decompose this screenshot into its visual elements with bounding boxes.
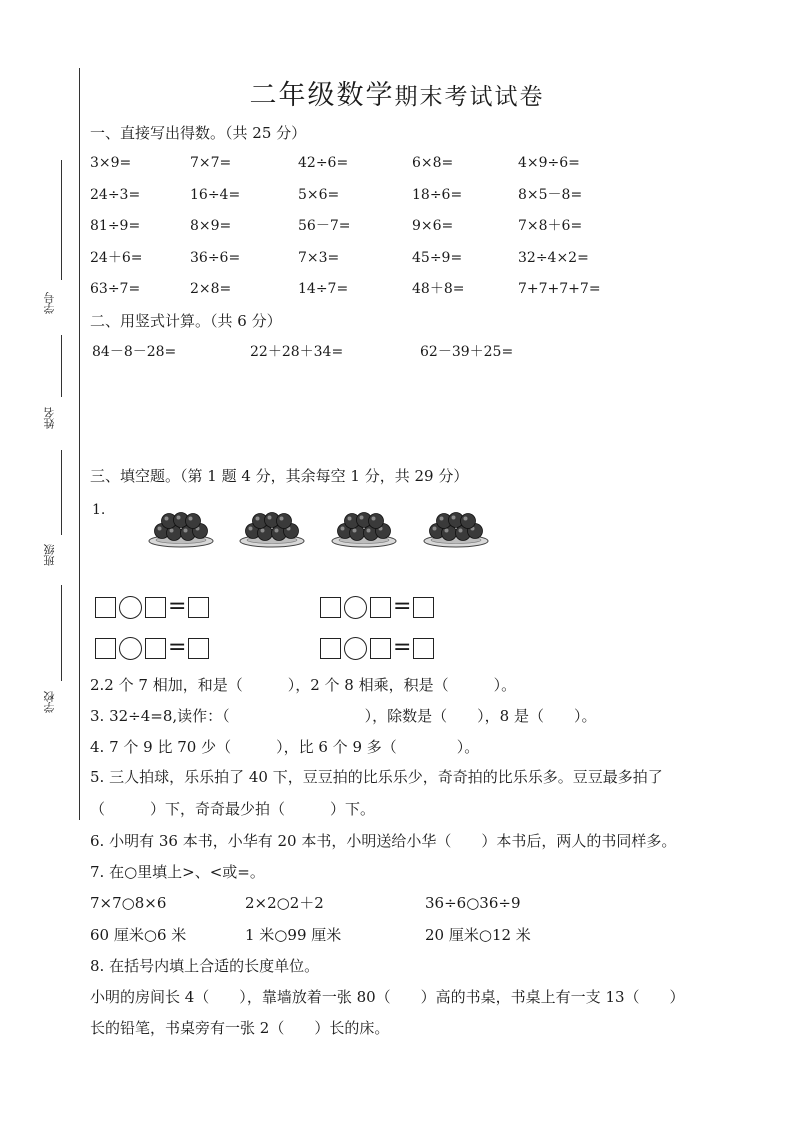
vertical-calc-item: 22＋28＋34=	[250, 344, 344, 360]
oral-calc-item: 8×5－8=	[518, 187, 583, 203]
oral-calc-item: 8×9=	[190, 218, 232, 234]
answer-box[interactable]	[188, 597, 209, 618]
oral-calc-item: 42÷6=	[298, 155, 349, 171]
title-main: 二年级数学	[249, 80, 395, 111]
operator-circle[interactable]	[344, 596, 367, 619]
oral-calc-item: 81÷9=	[90, 218, 141, 234]
oral-calc-item: 48＋8=	[412, 281, 465, 297]
name-field	[44, 335, 64, 435]
compare-item: 1 米○99 厘米	[245, 926, 342, 944]
answer-box[interactable]	[95, 638, 116, 659]
question-7-heading: 7. 在○里填上>、<或=。	[90, 863, 265, 881]
operator-circle[interactable]	[119, 637, 142, 660]
section2-heading: 二、用竖式计算。（共 6 分）	[90, 312, 282, 330]
oral-calc-item: 36÷6=	[190, 250, 241, 266]
oral-calc-item: 7+7+7+7=	[518, 281, 601, 297]
plate-of-balls	[331, 505, 397, 549]
question-8-line2: 长的铅笔，书桌旁有一张 2（ ）长的床。	[90, 1019, 390, 1037]
answer-box[interactable]	[370, 638, 391, 659]
oral-calc-item: 45÷9=	[412, 250, 463, 266]
school-field	[44, 585, 64, 720]
oral-calc-item: 6×8=	[412, 155, 454, 171]
equals-sign: =	[393, 594, 412, 619]
answer-box[interactable]	[413, 638, 434, 659]
oral-calc-item: 2×8=	[190, 281, 232, 297]
operator-circle[interactable]	[119, 596, 142, 619]
student-no-label: 学号	[43, 292, 56, 314]
plate-of-balls	[148, 505, 214, 549]
oral-calc-item: 4×9÷6=	[518, 155, 580, 171]
equation-blank-row	[95, 636, 209, 660]
answer-box[interactable]	[370, 597, 391, 618]
question-8-line1: 小明的房间长 4（ ），靠墙放着一张 80（ ）高的书桌，书桌上有一支 13（ ）	[90, 988, 685, 1006]
class-label: 班级	[43, 544, 56, 566]
student-no-blank[interactable]	[61, 160, 62, 280]
equals-sign: =	[393, 635, 412, 660]
oral-calc-item: 3×9=	[90, 155, 132, 171]
compare-item: 36÷6○36÷9	[425, 894, 521, 912]
compare-item: 2×2○2＋2	[245, 894, 324, 912]
student-no-field	[44, 160, 64, 320]
page-title	[0, 78, 794, 115]
answer-box[interactable]	[320, 597, 341, 618]
oral-calc-item: 24÷3=	[90, 187, 141, 203]
plate-of-balls	[423, 505, 489, 549]
question-3: 3. 32÷4=8,读作：（ ），除数是（ ），8 是（ ）。	[90, 707, 597, 725]
oral-calc-item: 32÷4×2=	[518, 250, 589, 266]
compare-item: 7×7○8×6	[90, 894, 167, 912]
oral-calc-item: 7×3=	[298, 250, 340, 266]
section3-heading: 三、填空题。（第 1 题 4 分，其余每空 1 分，共 29 分）	[90, 467, 469, 485]
question-8-heading: 8. 在括号内填上合适的长度单位。	[90, 957, 320, 975]
oral-calc-item: 16÷4=	[190, 187, 241, 203]
equation-blank-row	[320, 636, 434, 660]
oral-calc-item: 9×6=	[412, 218, 454, 234]
plate-of-balls	[239, 505, 305, 549]
oral-calc-item: 14÷7=	[298, 281, 349, 297]
name-blank[interactable]	[61, 335, 62, 397]
answer-box[interactable]	[145, 597, 166, 618]
answer-box[interactable]	[95, 597, 116, 618]
question-5-line1: 5. 三人拍球，乐乐拍了 40 下，豆豆拍的比乐乐少，奇奇拍的比乐乐多。豆豆最多拍了	[90, 768, 663, 786]
equation-blank-row	[320, 595, 434, 619]
oral-calc-item: 56－7=	[298, 218, 351, 234]
vertical-calc-item: 62－39＋25=	[420, 344, 514, 360]
oral-calc-item: 7×7=	[190, 155, 232, 171]
answer-box[interactable]	[188, 638, 209, 659]
compare-item: 20 厘米○12 米	[425, 926, 531, 944]
oral-calc-item: 7×8＋6=	[518, 218, 583, 234]
operator-circle[interactable]	[344, 637, 367, 660]
answer-box[interactable]	[145, 638, 166, 659]
oral-calc-item: 63÷7=	[90, 281, 141, 297]
class-blank[interactable]	[61, 450, 62, 535]
section1-heading: 一、直接写出得数。（共 25 分）	[90, 124, 307, 142]
question-6: 6. 小明有 36 本书，小华有 20 本书，小明送给小华（ ）本书后，两人的书同样多。	[90, 832, 677, 850]
class-field	[44, 450, 64, 575]
question-2: 2.2 个 7 相加，和是（ ），2 个 8 相乘，积是（ ）。	[90, 676, 517, 694]
answer-box[interactable]	[413, 597, 434, 618]
answer-box[interactable]	[320, 638, 341, 659]
vertical-calc-item: 84－8－28=	[92, 344, 177, 360]
title-sub: 期末考试试卷	[394, 84, 545, 110]
name-label: 姓名	[43, 407, 56, 429]
q1-label: 1.	[92, 502, 106, 518]
equals-sign: =	[168, 594, 187, 619]
question-4: 4. 7 个 9 比 70 少（ ），比 6 个 9 多（ ）。	[90, 738, 480, 756]
compare-item: 60 厘米○6 米	[90, 926, 187, 944]
school-blank[interactable]	[61, 585, 62, 681]
equation-blank-row	[95, 595, 209, 619]
oral-calc-item: 18÷6=	[412, 187, 463, 203]
school-label: 学校	[43, 691, 56, 713]
equals-sign: =	[168, 635, 187, 660]
binding-margin-line	[79, 68, 80, 820]
oral-calc-item: 24＋6=	[90, 250, 143, 266]
question-5-line2: （ ）下，奇奇最少拍（ ）下。	[90, 800, 376, 818]
oral-calc-item: 5×6=	[298, 187, 340, 203]
